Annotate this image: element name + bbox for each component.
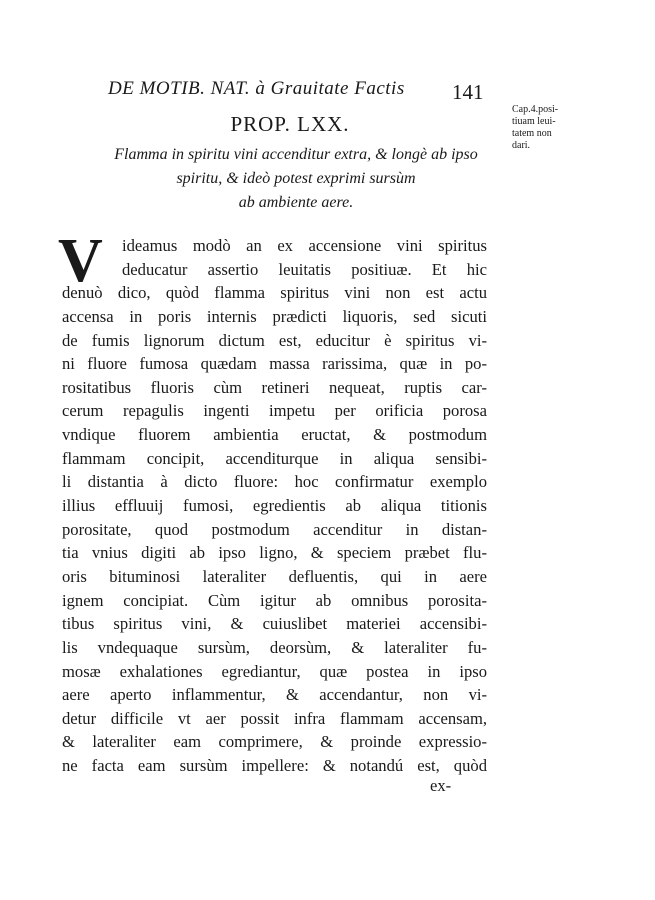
body-line: deducatur assertio leuitatis positiuæ. Et hic (122, 259, 487, 279)
running-head: DE MOTIB. NAT. à Grauitate Factis (108, 78, 405, 99)
body-line: rositatibus fluoris cùm retineri nequeat, ruptis car- (62, 377, 487, 397)
page-number: 141 (452, 80, 484, 104)
body-line: porositate, quod postmodum accenditur in distan- (62, 519, 487, 539)
body-line: mosæ exhalationes egrediantur, quæ postea in ipso (62, 661, 487, 681)
body-line: accensa in poris internis prædicti liquoris, sed sicuti (62, 306, 487, 326)
margin-note-line: tatem non (512, 128, 552, 139)
body-line: de fumis lignorum dictum est, educitur è spiritus vi- (62, 330, 487, 350)
body-line: lis vndequaque sursùm, deorsùm, & lateraliter fu- (62, 637, 487, 657)
body-line: ignem concipiat. Cùm igitur ab omnibus porosita- (62, 590, 487, 610)
margin-note-line: dari. (512, 140, 531, 151)
body-line: illius effluuij fumosi, egredientis ab aliqua titionis (62, 496, 487, 516)
body-line: tibus spiritus vini, & cuiuslibet materiei accensibi- (62, 614, 487, 634)
body-line: ideamus modò an ex accensione vini spiritus (122, 236, 487, 255)
body-line: denuò dico, quòd flamma spiritus vini non est actu (62, 283, 487, 303)
proposition-subtitle (66, 143, 526, 215)
drop-cap: V (58, 227, 103, 295)
catchword: ex- (430, 776, 452, 795)
body-line: & lateraliter eam comprimere, & proinde expressio- (62, 732, 487, 752)
subtitle-line: ab ambiente aere. (238, 194, 354, 211)
body-text (62, 234, 487, 778)
body-line: ni fluore fumosa quædam massa rarissima, quæ in po- (62, 354, 487, 374)
body-line: ne facta eam sursùm impellere: & notandú est, quòd (62, 756, 487, 776)
subtitle-line: spiritu, & ideò potest exprimi sursùm (176, 170, 416, 187)
body-line: li distantia à dicto fluore: hoc confirmatur exemplo (62, 472, 487, 492)
body-line: oris bituminosi lateraliter defluentis, qui in aere (62, 566, 487, 586)
body-line: cerum repagulis ingenti impetu per orificia porosa (62, 401, 487, 421)
body-line: flammam concipit, accenditurque in aliqua sensibi- (62, 448, 487, 468)
subtitle-line: Flamma in spiritu vini accenditur extra, & longè ab ipso (114, 146, 478, 163)
margin-note-line: tiuam leui- (512, 116, 556, 127)
body-line: aere aperto inflammentur, & accendantur, non vi- (62, 685, 487, 705)
proposition-title: PROP. LXX. (230, 112, 350, 136)
margin-note-line: Cap.4.posi- (512, 104, 559, 115)
body-line: tia vnius digiti ab ipso ligno, & speciem præbet flu- (62, 543, 487, 563)
body-line: detur difficile vt aer possit infra flammam accensam, (62, 708, 487, 728)
body-line: vndique fluorem ambientia eructat, & postmodum (62, 425, 487, 445)
